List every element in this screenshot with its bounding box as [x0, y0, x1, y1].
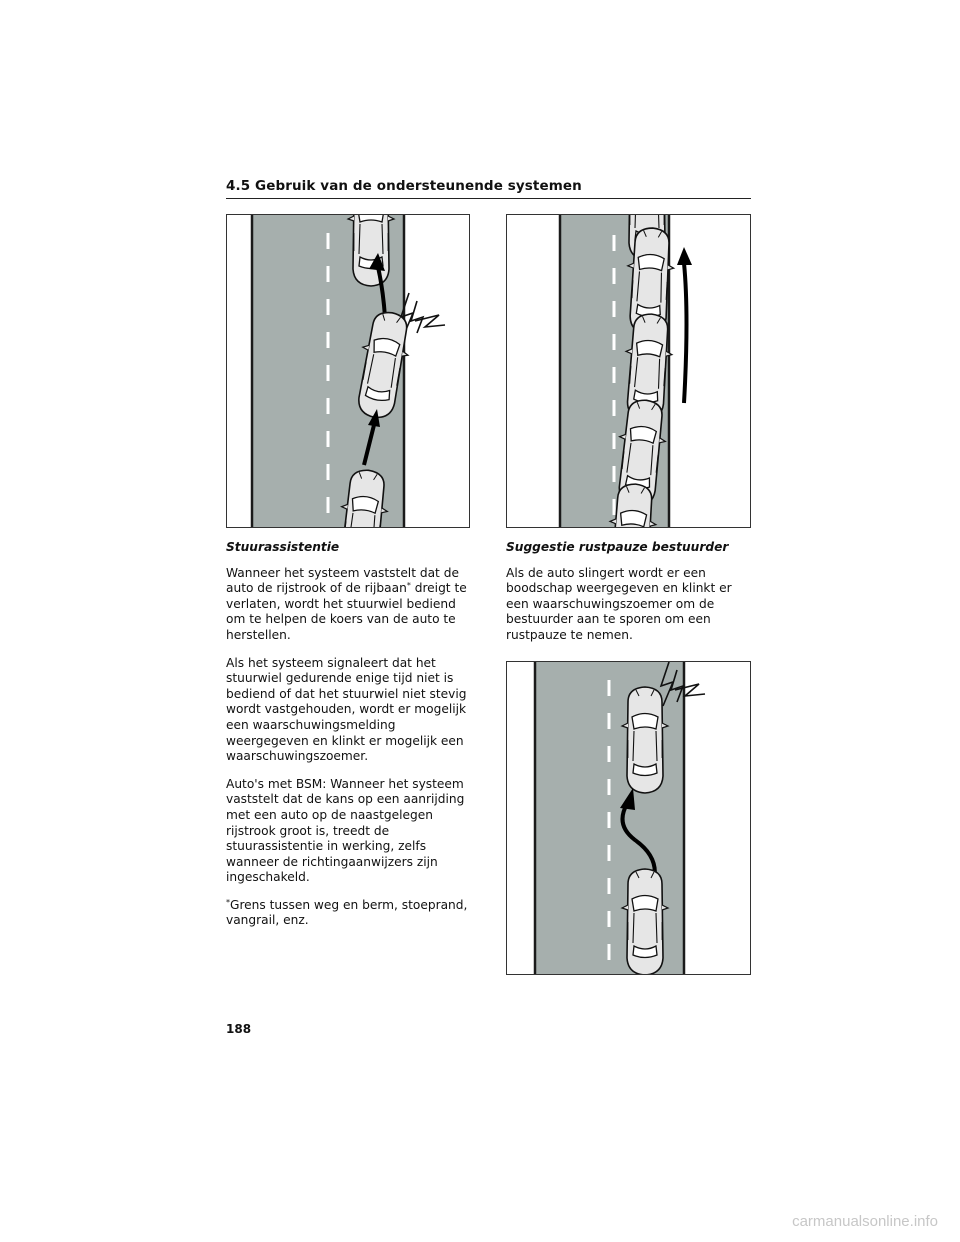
paragraph-steering-assist	[226, 566, 476, 644]
header-rule	[226, 198, 751, 199]
arrow-head	[677, 247, 692, 265]
page-number: 188	[226, 1022, 252, 1036]
footnote-marker: *	[406, 581, 411, 591]
section-title: 4.5 Gebruik van de ondersteunende systemen	[226, 178, 582, 194]
paragraph-hands-off-warning: Als het systeem signaleert dat het stuurwiel gedurende enige tijd niet is bediend of dat het stuurwiel niet stevig wordt vastgehouden, wordt er mogelijk een waarschuwingsmelding weergegeven en klinkt er mogelijk een waarschuwingszoemer.	[226, 655, 467, 764]
figure-rest-suggestion	[506, 214, 751, 528]
paragraph-text: dreigt te verlaten, wordt het stuurwiel bediend om te helpen de koers van de auto te herstellen.	[226, 581, 467, 642]
car-icon	[348, 215, 394, 286]
watermark: carmanualsonline.info	[792, 1213, 938, 1230]
paragraph-bsm: Auto's met BSM: Wanneer het systeem vaststelt dat de kans op een aanrijding met een auto op de naastgelegen rijstrook groot is, treedt de stuurassistentie in werking, zelfs wanneer de richtingaanwijzers zijn ingeschakeld.	[226, 776, 465, 885]
car-icon	[622, 687, 668, 793]
subheading-steering-assist: Stuurassistentie	[226, 540, 340, 554]
footnote	[226, 898, 476, 929]
paragraph-rest-suggestion: Als de auto slingert wordt er een boodschap weergegeven en klinkt er een waarschuwingszoemer om de bestuurder aan te sporen om een rustpauze te nemen.	[506, 565, 732, 642]
paragraph-text: Wanneer het systeem vaststelt dat de auto de rijstrook of de rijbaan	[226, 565, 459, 596]
footnote-marker: *	[226, 897, 230, 907]
warning-icon	[401, 293, 445, 337]
figure-swerving-car	[506, 661, 751, 975]
subheading-rest-suggestion: Suggestie rustpauze bestuurder	[506, 540, 729, 554]
arrow-icon	[684, 263, 687, 403]
figure-steering-assist	[226, 214, 470, 528]
left-text-column	[226, 540, 476, 941]
footnote-text: Grens tussen weg en berm, stoeprand, vangrail, enz.	[226, 897, 468, 928]
car-icon	[622, 869, 668, 974]
right-text-column	[506, 540, 756, 656]
